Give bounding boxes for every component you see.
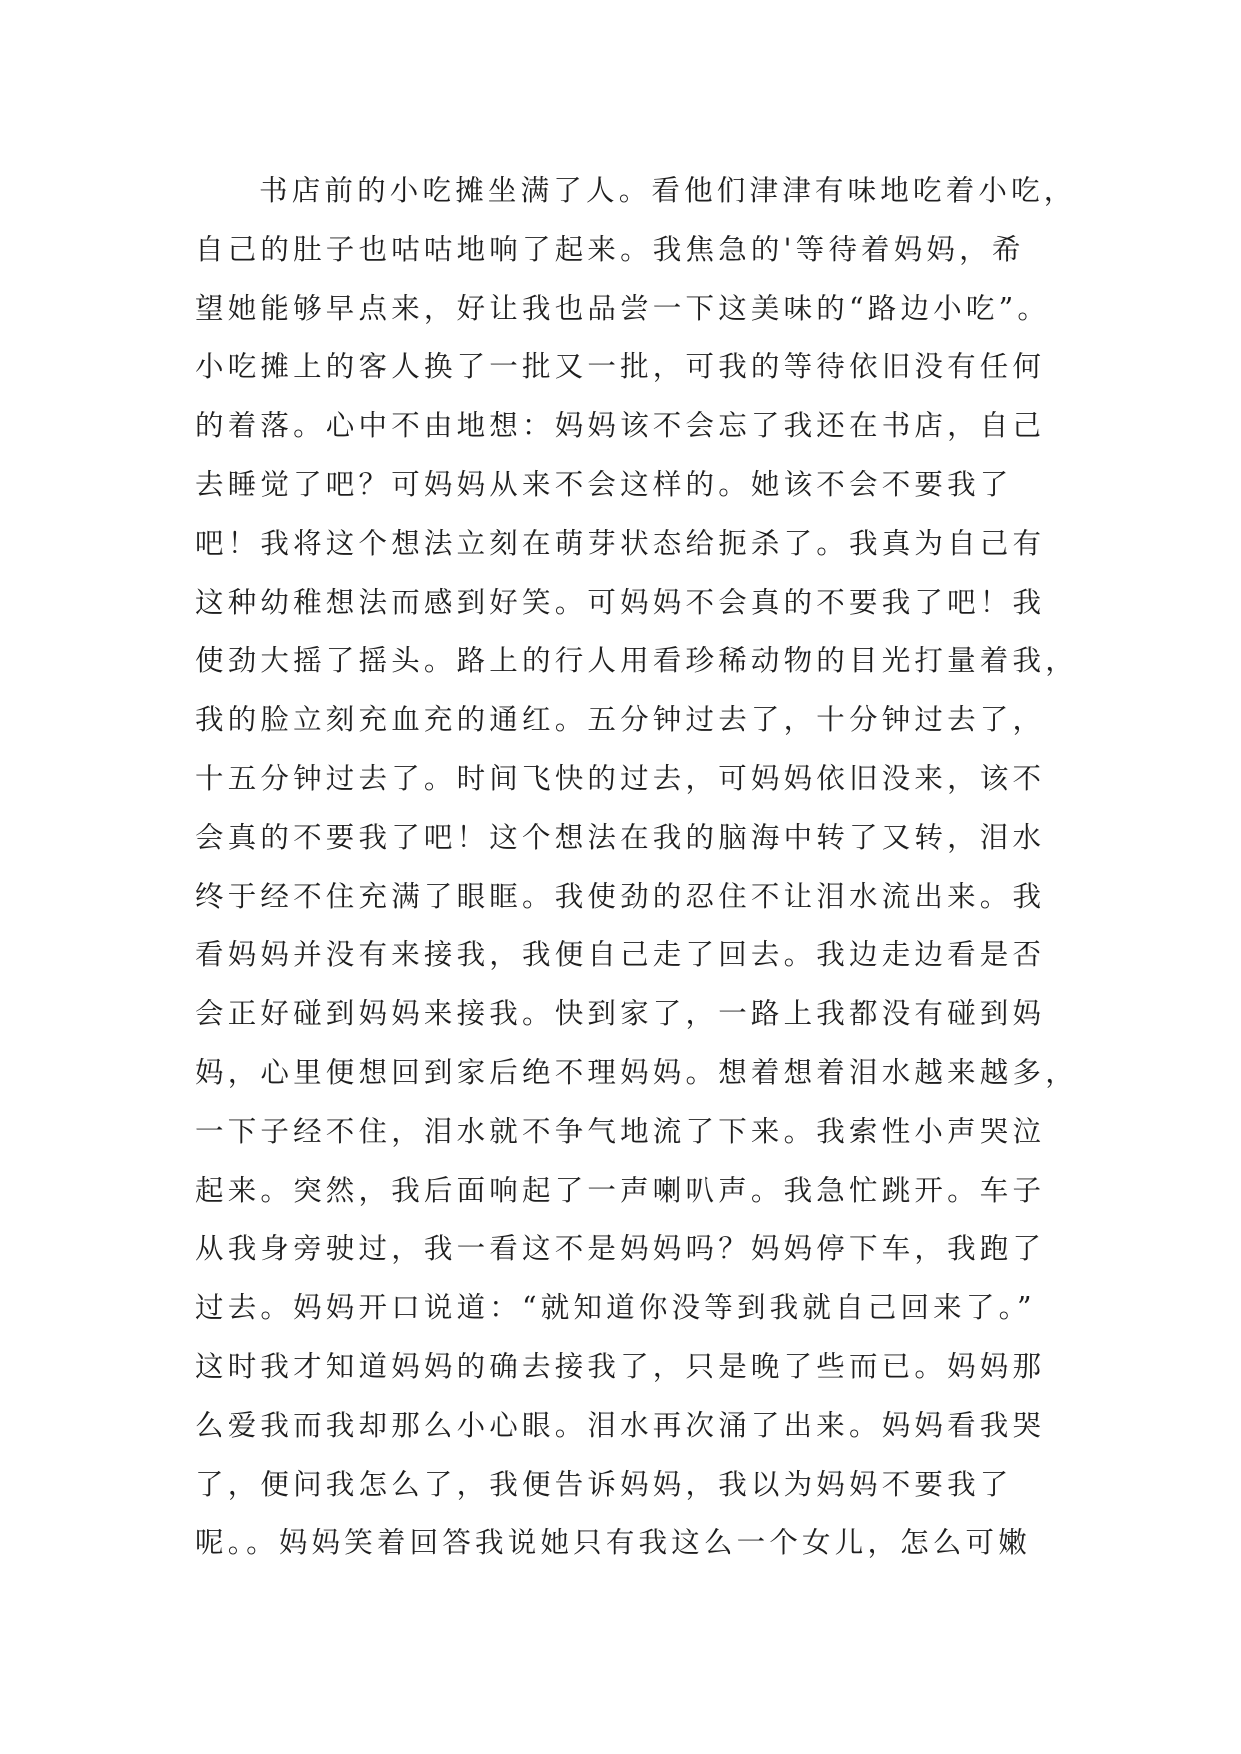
text-line: 望她能够早点来，好让我也品尝一下这美味的“路边小吃”。: [195, 291, 1051, 325]
text-line: 呢。。妈妈笑着回答我说她只有我这么一个女儿，怎么可嫩: [195, 1526, 1031, 1560]
text-line: 使劲大摇了摇头。路上的行人用看珍稀动物的目光打量着我，: [195, 644, 1078, 678]
text-line: 过去。妈妈开口说道：“就知道你没等到我就自己回来了。”: [195, 1291, 1036, 1325]
text-line: 会正好碰到妈妈来接我。快到家了，一路上我都没有碰到妈: [195, 997, 1046, 1031]
text-line: 终于经不住充满了眼眶。我使劲的忍住不让泪水流出来。我: [195, 879, 1046, 913]
text-line: 的着落。心中不由地想：妈妈该不会忘了我还在书店，自己: [195, 409, 1046, 443]
text-line: 书店前的小吃摊坐满了人。看他们津津有味地吃着小吃，: [259, 174, 1077, 207]
text-line: 自己的肚子也咕咕地响了起来。我焦急的'等待着妈妈，希: [195, 232, 1025, 266]
text-line: 会真的不要我了吧！这个想法在我的脑海中转了又转，泪水: [195, 820, 1046, 854]
text-line: 吧！我将这个想法立刻在萌芽状态给扼杀了。我真为自己有: [195, 526, 1046, 560]
text-line: 这种幼稚想法而感到好笑。可妈妈不会真的不要我了吧！我: [195, 585, 1046, 619]
text-line: 么爱我而我却那么小心眼。泪水再次涌了出来。妈妈看我哭: [195, 1408, 1046, 1442]
text-line: 一下子经不住，泪水就不争气地流了下来。我索性小声哭泣: [195, 1114, 1046, 1148]
text-line: 看妈妈并没有来接我，我便自己走了回去。我边走边看是否: [195, 938, 1046, 972]
text-line: 我的脸立刻充血充的通红。五分钟过去了，十分钟过去了，: [195, 703, 1046, 737]
text-line: 从我身旁驶过，我一看这不是妈妈吗？妈妈停下车，我跑了: [195, 1232, 1046, 1266]
text-line: 十五分钟过去了。时间飞快的过去，可妈妈依旧没来，该不: [195, 761, 1046, 795]
text-line: 小吃摊上的客人换了一批又一批，可我的等待依旧没有任何: [195, 350, 1046, 384]
body-paragraph: [195, 162, 1095, 1573]
text-line: 妈，心里便想回到家后绝不理妈妈。想着想着泪水越来越多，: [195, 1055, 1078, 1089]
text-line: 去睡觉了吧？可妈妈从来不会这样的。她该不会不要我了: [195, 467, 1013, 501]
text-line: 起来。突然，我后面响起了一声喇叭声。我急忙跳开。车子: [195, 1173, 1046, 1207]
text-line: 这时我才知道妈妈的确去接我了，只是晚了些而已。妈妈那: [195, 1349, 1046, 1383]
text-line: 了，便问我怎么了，我便告诉妈妈，我以为妈妈不要我了: [195, 1467, 1013, 1501]
